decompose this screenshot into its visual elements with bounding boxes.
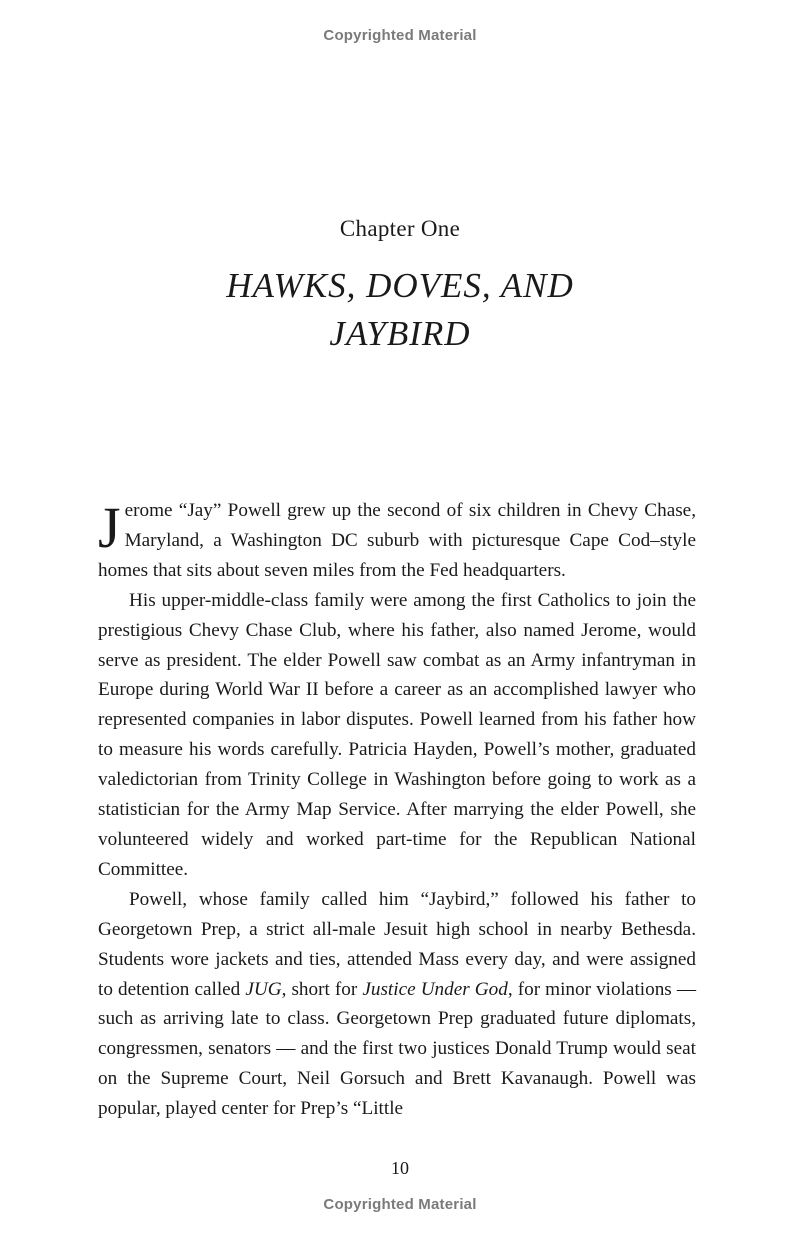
paragraph-3-text-b: , short for: [281, 978, 363, 1000]
chapter-title: [150, 262, 650, 358]
paragraph-3-text-a: Powell, whose family called him “Jaybird,” followed his father to Georgetown Prep, a strict all-male Jesuit high school in nearby Bethesda. Students wore jackets and ties, attended Mass every day, and were assigned to detention called: [98, 888, 696, 1000]
paragraph-3-text-c: , for minor violations — such as arriving late to class. Georgetown Prep graduated future diplomats, congressmen, senators — and the first two justices Donald Trump would seat on the Supreme Court, Neil Gorsuch and Brett Kavanaugh. Powell was popular, played center for Prep’s “Little: [98, 978, 697, 1120]
drop-cap: J: [98, 495, 121, 560]
paragraph-1: [98, 496, 696, 586]
jug-term: JUG: [245, 978, 282, 1000]
paragraph-3: [98, 885, 696, 1124]
copyright-watermark-top: Copyrighted Material: [323, 27, 477, 44]
paragraph-1-text: erome “Jay” Powell grew up the second of six children in Chevy Chase, Maryland, a Washington DC suburb with picturesque Cape Cod–style homes that sits about seven miles from the Fed headquarters.: [98, 500, 696, 581]
jug-expansion: Justice Under God: [362, 978, 508, 1000]
body-text: [98, 496, 696, 1124]
chapter-label: Chapter One: [339, 216, 461, 241]
page-number: 10: [391, 1158, 409, 1178]
paragraph-2: His upper-middle-class family were among the first Catholics to join the prestigious Chevy Chase Club, where his father, also named Jerome, would serve as president. The elder Powell saw combat as an Army infantryman in Europe during World War II before a career as an accomplished lawyer who represented companies in labor disputes. Powell learned from his father how to measure his words carefully. Patricia Hayden, Powell’s mother, graduated valedictorian from Trinity College in Washington before going to work as a statistician for the Army Map Service. After marrying the elder Powell, she volunteered widely and worked part-time for the Republican National Committee.: [98, 589, 696, 880]
chapter-title-line-1: HAWKS, DOVES, AND: [226, 266, 574, 305]
chapter-title-line-2: JAYBIRD: [329, 314, 471, 353]
copyright-watermark-bottom: Copyrighted Material: [323, 1196, 477, 1213]
